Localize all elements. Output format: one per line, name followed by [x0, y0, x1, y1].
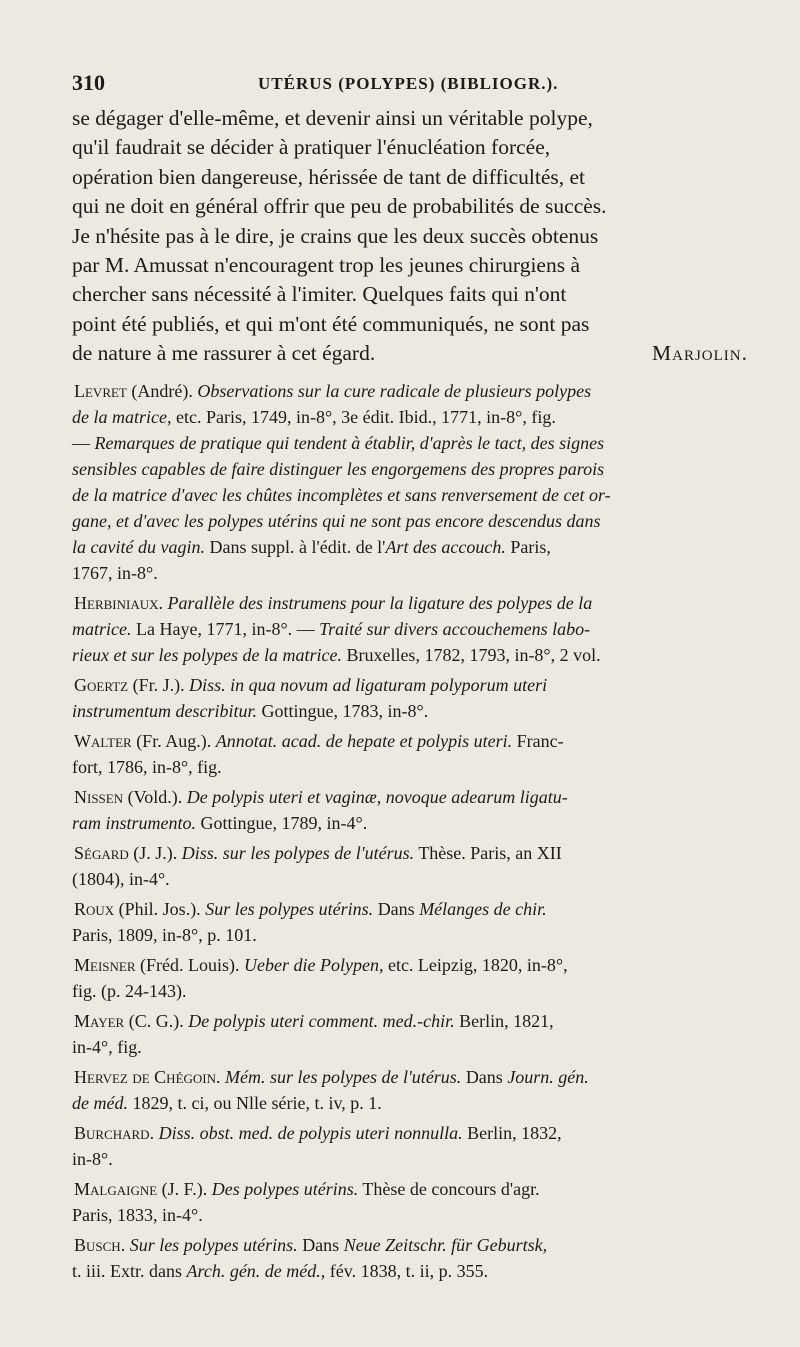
citation-text: etc. Leipzig, 1820, in-8°,	[383, 955, 568, 975]
bibliography-line	[72, 430, 748, 456]
bibliography-line	[72, 784, 748, 810]
bibliography-line	[72, 590, 748, 616]
bibliography-line	[72, 978, 748, 1004]
work-title: gane, et d'avec les polypes utérins qui ne sont pas encore descendus dans	[72, 511, 601, 531]
page-header	[72, 70, 732, 104]
bibliography-entry	[72, 672, 748, 724]
citation-text: Dans suppl. à l'édit. de l'	[204, 537, 386, 557]
body-line-text: chercher sans nécessité à l'imiter. Quelques faits qui n'ont	[72, 282, 567, 307]
work-title: Neue Zeitschr. für Geburtsk,	[343, 1235, 548, 1255]
body-line-text: par M. Amussat n'encouragent trop les jeunes chirurgiens à	[72, 252, 581, 277]
work-title: Diss. obst. med. de polypis uteri nonnulla.	[158, 1123, 463, 1143]
bibliography-line	[72, 1064, 748, 1090]
body-line	[72, 163, 748, 192]
work-title: sensibles capables de faire distinguer les engorgemens des propres parois	[72, 459, 605, 479]
citation-text: (C. G.).	[124, 1011, 189, 1031]
citation-text: Dans	[373, 899, 420, 919]
work-title: Sur les polypes utérins.	[205, 899, 374, 919]
bibliography-line	[72, 560, 748, 586]
citation-text: (J. J.).	[128, 843, 182, 863]
citation-text: Bruxelles, 1782, 1793, in-8°, 2 vol.	[341, 645, 601, 665]
work-title: Arch. gén. de méd.,	[186, 1261, 326, 1281]
author-name: Busch	[74, 1235, 121, 1255]
author-name: Burchard	[74, 1123, 150, 1143]
body-line	[72, 310, 748, 339]
bibliography-line	[72, 456, 748, 482]
citation-text: La Haye, 1771, in-8°. —	[131, 619, 320, 639]
work-title: Art des accouch.	[385, 537, 506, 557]
bibliography-line	[72, 952, 748, 978]
bibliography	[72, 378, 748, 1288]
citation-text: 1767, in-8°.	[72, 563, 158, 583]
body-line-text: de nature à me rassurer à cet égard.	[72, 341, 376, 366]
citation-text: fév. 1838, t. ii, p. 355.	[325, 1261, 489, 1281]
author-name: Meisner	[74, 955, 136, 975]
bibliography-entry	[72, 728, 748, 780]
citation-text: .	[158, 593, 168, 613]
author-name: Malgaigne	[74, 1179, 158, 1199]
work-title: Parallèle des instrumens pour la ligature des polypes de la	[167, 593, 593, 613]
body-line-text: opération bien dangereuse, hérissée de tant de difficultés, et	[72, 164, 586, 189]
work-title: rieux et sur les polypes de la matrice.	[72, 645, 342, 665]
author-name: Roux	[74, 899, 115, 919]
body-line	[72, 222, 748, 251]
citation-text: (J. F.).	[157, 1179, 212, 1199]
citation-text: (Fr. Aug.).	[131, 731, 216, 751]
citation-text: —	[72, 433, 95, 453]
bibliography-line	[72, 1146, 748, 1172]
citation-text: Franc-	[512, 731, 564, 751]
citation-text: (Vold.).	[123, 787, 187, 807]
author-name: Mayer	[74, 1011, 125, 1031]
bibliography-entry	[72, 896, 748, 948]
citation-text: .	[216, 1067, 225, 1087]
body-line-text: point été publiés, et qui m'ont été communiqués, ne sont pas	[72, 311, 590, 336]
body-line	[72, 133, 748, 162]
citation-text: (Phil. Jos.).	[114, 899, 206, 919]
citation-text: Berlin, 1821,	[454, 1011, 554, 1031]
author-signature: Marjolin.	[652, 341, 748, 366]
citation-text: Dans	[461, 1067, 508, 1087]
citation-text: (1804), in-4°.	[72, 869, 170, 889]
citation-text: Gottingue, 1789, in-4°.	[196, 813, 368, 833]
body-line	[72, 251, 748, 280]
citation-text: Berlin, 1832,	[462, 1123, 562, 1143]
work-title: matrice.	[72, 619, 132, 639]
work-title: Sur les polypes utérins.	[129, 1235, 298, 1255]
author-name: Goertz	[74, 675, 129, 695]
work-title: la cavité du vagin.	[72, 537, 205, 557]
work-title: Annotat. acad. de hepate et polypis uteri.	[215, 731, 513, 751]
page-number: 310	[72, 70, 105, 95]
citation-text: t. iii. Extr. dans	[72, 1261, 187, 1281]
citation-text: Paris, 1833, in-4°.	[72, 1205, 203, 1225]
author-name: Nissen	[74, 787, 124, 807]
work-title: Mém. sur les polypes de l'utérus.	[225, 1067, 462, 1087]
citation-text: fig. (p. 24-143).	[72, 981, 187, 1001]
bibliography-line	[72, 1258, 748, 1284]
body-line	[72, 192, 748, 221]
work-title: De polypis uteri comment. med.-chir.	[188, 1011, 455, 1031]
author-name: Ségard	[74, 843, 129, 863]
work-title: Diss. in qua novum ad ligaturam polyporum uteri	[189, 675, 548, 695]
bibliography-line	[72, 1090, 748, 1116]
citation-text: Dans	[297, 1235, 344, 1255]
work-title: de la matrice d'avec les chûtes incomplètes et sans renversement de cet or-	[72, 485, 611, 505]
bibliography-line	[72, 642, 748, 668]
work-title: Observations sur la cure radicale de plusieurs polypes	[197, 381, 592, 401]
bibliography-line	[72, 728, 748, 754]
bibliography-line	[72, 922, 748, 948]
work-title: De polypis uteri et vaginæ, novoque adearum ligatu-	[186, 787, 568, 807]
bibliography-line	[72, 896, 748, 922]
body-line	[72, 104, 748, 133]
body-paragraph	[72, 104, 748, 369]
work-title: instrumentum describitur.	[72, 701, 258, 721]
citation-text: Gottingue, 1783, in-8°.	[257, 701, 429, 721]
bibliography-line	[72, 698, 748, 724]
work-title: Des polypes utérins.	[211, 1179, 359, 1199]
citation-text: (Fr. J.).	[128, 675, 190, 695]
citation-text: in-4°, fig.	[72, 1037, 142, 1057]
bibliography-line	[72, 1034, 748, 1060]
bibliography-line	[72, 754, 748, 780]
work-title: Diss. sur les polypes de l'utérus.	[181, 843, 415, 863]
bibliography-entry	[72, 1008, 748, 1060]
bibliography-entry	[72, 1120, 748, 1172]
citation-text: (André).	[126, 381, 198, 401]
bibliography-line	[72, 482, 748, 508]
work-title: Ueber die Polypen,	[244, 955, 384, 975]
body-line-text: Je n'hésite pas à le dire, je crains que les deux succès obtenus	[72, 223, 599, 248]
author-name: Walter	[74, 731, 132, 751]
bibliography-entry	[72, 1064, 748, 1116]
citation-text: Paris, 1809, in-8°, p. 101.	[72, 925, 257, 945]
body-line-text: qui ne doit en général offrir que peu de probabilités de succès.	[72, 194, 607, 219]
work-title: Mélanges de chir.	[419, 899, 547, 919]
bibliography-line	[72, 1202, 748, 1228]
author-name: Levret	[74, 381, 127, 401]
citation-text: (Fréd. Louis).	[135, 955, 244, 975]
citation-text: in-8°.	[72, 1149, 113, 1169]
body-line-text: qu'il faudrait se décider à pratiquer l'énucléation forcée,	[72, 135, 551, 160]
bibliography-line	[72, 866, 748, 892]
author-name: Hervez de Chégoin	[74, 1067, 216, 1087]
work-title: Journ. gén.	[507, 1067, 589, 1087]
bibliography-line	[72, 616, 748, 642]
citation-text: .	[120, 1235, 130, 1255]
bibliography-entry	[72, 952, 748, 1004]
work-title: de la matrice,	[72, 407, 172, 427]
bibliography-entry	[72, 590, 748, 668]
bibliography-line	[72, 508, 748, 534]
citation-text: fort, 1786, in-8°, fig.	[72, 757, 222, 777]
body-line	[72, 280, 748, 309]
bibliography-line	[72, 1176, 748, 1202]
citation-text: Thèse. Paris, an XII	[414, 843, 562, 863]
citation-text: Paris,	[505, 537, 551, 557]
work-title: ram instrumento.	[72, 813, 197, 833]
bibliography-entry	[72, 378, 748, 586]
bibliography-line	[72, 1120, 748, 1146]
bibliography-line	[72, 840, 748, 866]
work-title: Traité sur divers accouchemens labo-	[319, 619, 591, 639]
body-line	[72, 339, 748, 368]
citation-text: etc. Paris, 1749, in-8°, 3e édit. Ibid., 1771, in-8°, fig.	[171, 407, 556, 427]
citation-text: 1829, t. ci, ou Nlle série, t. iv, p. 1.	[127, 1093, 382, 1113]
bibliography-entry	[72, 840, 748, 892]
citation-text: .	[149, 1123, 159, 1143]
bibliography-entry	[72, 1232, 748, 1284]
bibliography-line	[72, 378, 748, 404]
citation-text: Thèse de concours d'agr.	[358, 1179, 540, 1199]
work-title: de méd.	[72, 1093, 128, 1113]
work-title: Remarques de pratique qui tendent à établir, d'après le tact, des signes	[94, 433, 605, 453]
bibliography-entry	[72, 784, 748, 836]
bibliography-line	[72, 810, 748, 836]
bibliography-line	[72, 534, 748, 560]
bibliography-line	[72, 672, 748, 698]
running-head: UTÉRUS (POLYPES) (BIBLIOGR.).	[258, 74, 559, 93]
bibliography-line	[72, 404, 748, 430]
bibliography-line	[72, 1008, 748, 1034]
body-line-text: se dégager d'elle-même, et devenir ainsi un véritable polype,	[72, 106, 593, 130]
bibliography-line	[72, 1232, 748, 1258]
bibliography-entry	[72, 1176, 748, 1228]
author-name: Herbiniaux	[74, 593, 159, 613]
